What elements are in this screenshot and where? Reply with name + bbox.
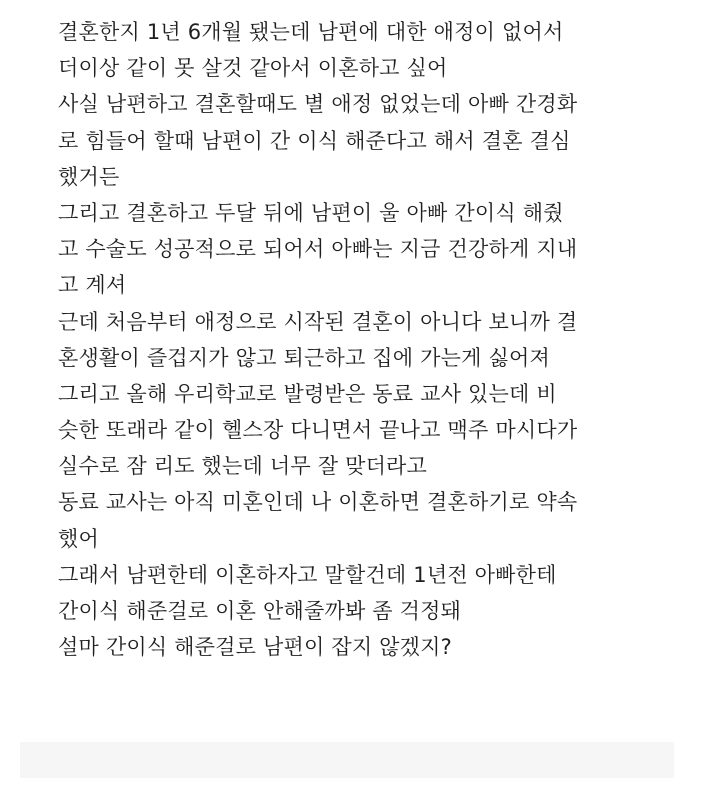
- post-line: 했거든: [58, 164, 120, 189]
- post-line: 근데 처음부터 애정으로 시작된 결혼이 아니다 보니까 결: [58, 309, 578, 334]
- post-line: 그리고 올해 우리학교로 발령받은 동료 교사 있는데 비: [58, 381, 557, 406]
- post-line: 혼생활이 즐겁지가 않고 퇴근하고 집에 가는게 싫어져: [58, 345, 550, 370]
- post-line: 동료 교사는 아직 미혼인데 나 이혼하면 결혼하기로 약속: [58, 490, 578, 515]
- post-line: 로 힘들어 할때 남편이 간 이식 해준다고 해서 결혼 결심: [58, 128, 571, 153]
- post-line: 결혼한지 1년 6개월 됐는데 남편에 대한 애정이 없어서: [58, 20, 564, 44]
- post-line: 했어: [58, 526, 99, 551]
- post-line: 고 계셔: [58, 273, 127, 298]
- bottom-strip: [20, 742, 674, 778]
- post-line: 더이상 같이 못 살것 같아서 이혼하고 싶어: [58, 56, 448, 81]
- post-line: 설마 간이식 해준걸로 남편이 잡지 않겠지?: [58, 635, 452, 660]
- post-line: 슷한 또래라 같이 헬스장 다니면서 끝나고 맥주 마시다가: [58, 418, 578, 443]
- post-line: 사실 남편하고 결혼할때도 별 애정 없었는데 아빠 간경화: [58, 92, 578, 117]
- post-line: 그리고 결혼하고 두달 뒤에 남편이 울 아빠 간이식 해줬: [58, 200, 564, 225]
- post-body: [58, 14, 668, 665]
- post-line: 고 수술도 성공적으로 되어서 아빠는 지금 건강하게 지내: [58, 237, 578, 262]
- post-line: 실수로 잠 리도 했는데 너무 잘 맞더라고: [58, 454, 428, 479]
- post-line: 간이식 해준걸로 이혼 안해줄까봐 좀 걱정돼: [58, 599, 462, 623]
- post-line: 그래서 남편한테 이혼하자고 말할건데 1년전 아빠한테: [58, 562, 557, 587]
